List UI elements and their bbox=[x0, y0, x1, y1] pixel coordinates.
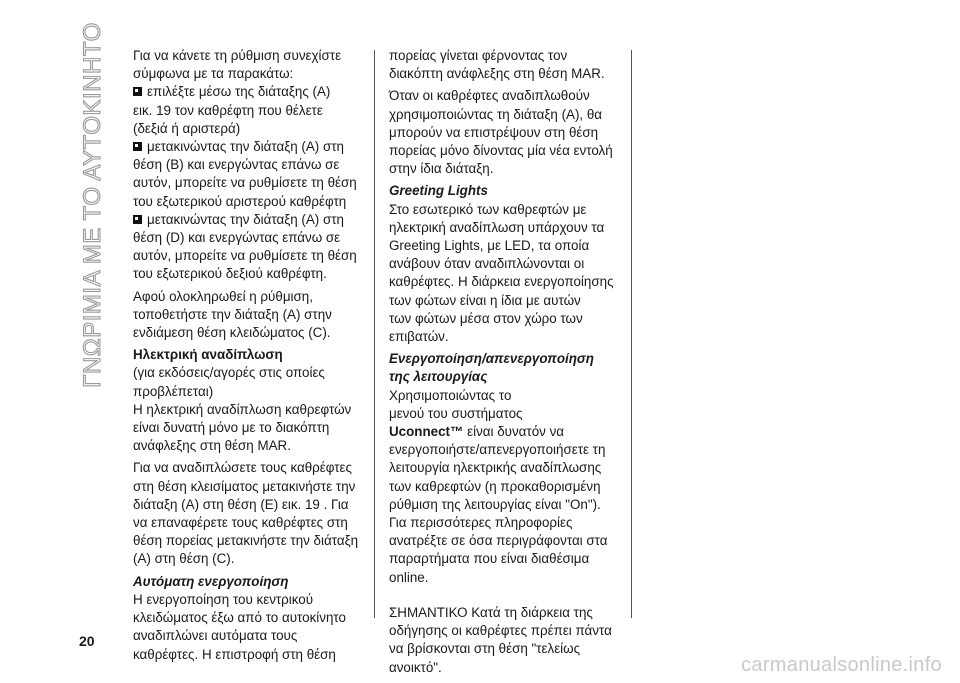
text-line: στην ίδια διάταξη. bbox=[389, 161, 494, 177]
text-line: είναι δυνατή μόνο με το διακόπτη bbox=[133, 420, 330, 436]
text-line: χρησιμοποιώντας τη διάταξη (A), θα bbox=[389, 106, 603, 122]
uconnect-brand: Uconnect™ bbox=[389, 424, 464, 440]
text-line: ανοικτό". bbox=[389, 659, 442, 675]
text-line: Η ενεργοποίηση του κεντρικού bbox=[133, 591, 314, 607]
text-line: ενδιάμεση θέση κλειδώματος (C). bbox=[133, 325, 331, 341]
heading-line: της λειτουργίας bbox=[389, 369, 488, 385]
bullet-item-3 bbox=[133, 211, 365, 284]
important-note bbox=[389, 604, 621, 677]
section-heading: Ηλεκτρική αναδίπλωση bbox=[133, 347, 283, 363]
text-line: διάταξη (A) στη θέση (E) εικ. 19 . Για bbox=[133, 496, 349, 512]
side-title-text: ΓΝΩΡΙΜΙΑ ΜΕ ΤΟ ΑΥΤΟΚΙΝΗΤΟ bbox=[79, 22, 106, 388]
text-line: θέση πορείας μετακινήστε την διάταξη bbox=[133, 533, 359, 549]
text-line: ρύθμιση της λειτουργίας είναι "On"). bbox=[389, 496, 601, 512]
greeting-lights-paragraph bbox=[389, 201, 621, 347]
text-line: διακόπτη ανάφλεξης στη θέση MAR. bbox=[389, 66, 605, 82]
section-side-title bbox=[63, 22, 123, 388]
text-line: μενού του συστήματος bbox=[389, 405, 523, 421]
text-line: Στο εσωτερικό των καθρεφτών με bbox=[389, 201, 587, 217]
text-line: των φώτων μέσα στον χώρο των bbox=[389, 310, 583, 326]
text-line: πορείας γίνεται φέρνοντας τον bbox=[389, 48, 568, 63]
text-line: των φώτων είναι η ίδια με αυτών bbox=[389, 292, 581, 308]
page-number: 20 bbox=[79, 633, 95, 649]
bullet-item-1 bbox=[133, 83, 365, 138]
text-line: αυτόν, μπορείτε να ρυθμίσετε τη θέση bbox=[133, 175, 357, 191]
text-line: οδήγησης οι καθρέφτες πρέπει πάντα bbox=[389, 623, 612, 639]
text-line: του εξωτερικού δεξιού καθρέφτη. bbox=[133, 266, 327, 282]
text-line: καθρέφτες. Η επιστροφή στη θέση bbox=[133, 646, 336, 662]
text-line: θέση (D) και ενεργώντας επάνω σε bbox=[133, 230, 341, 246]
text-line: Για να κάνετε τη ρύθμιση συνεχίστε bbox=[133, 48, 342, 63]
heading-line: Ενεργοποίηση/απενεργοποίηση bbox=[389, 351, 594, 367]
text-line: (δεξιά ή αριστερά) bbox=[133, 120, 241, 136]
right-column bbox=[389, 47, 621, 677]
text-line: αυτόν, μπορείτε να ρυθμίσετε τη θέση bbox=[133, 248, 357, 264]
text-line: κλειδώματος έξω από το αυτοκίνητο bbox=[133, 610, 346, 626]
text-line: Greeting Lights, με LED, τα οποία bbox=[389, 238, 590, 254]
folding-instructions-paragraph bbox=[133, 459, 365, 568]
text-line: να επαναφέρετε τους καθρέφτες στη bbox=[133, 515, 348, 531]
text-line: ανάβουν όταν αναδιπλώνονται οι bbox=[389, 256, 585, 272]
column-divider-right bbox=[631, 50, 632, 618]
text-line: Όταν οι καθρέφτες αναδιπλωθούν bbox=[389, 88, 590, 104]
text-line: μετακινώντας την διάταξη (A) στη bbox=[147, 139, 344, 155]
section-heading bbox=[389, 350, 621, 386]
uconnect-paragraph bbox=[389, 387, 621, 587]
intro-paragraph bbox=[133, 47, 365, 83]
column-divider-left bbox=[374, 50, 375, 618]
text-line: μπορούν να επιστρέψουν στη θέση bbox=[389, 124, 599, 140]
text-line: εικ. 19 τον καθρέφτη που θέλετε bbox=[133, 102, 323, 118]
text-line: πορείας μόνο δίνοντας μία νέα εντολή bbox=[389, 143, 613, 159]
text-line: θέση (B) και ενεργώντας επάνω σε bbox=[133, 157, 340, 173]
auto-activation-paragraph bbox=[133, 591, 365, 664]
section-heading: Αυτόματη ενεργοποίηση bbox=[133, 573, 289, 589]
text-line: ενεργοποιήστε/απενεργοποιήσετε τη bbox=[389, 442, 606, 458]
return-paragraph bbox=[389, 87, 621, 178]
text-line: του εξωτερικού αριστερού καθρέφτη bbox=[133, 193, 347, 209]
electric-folding-paragraph bbox=[133, 364, 365, 455]
text-line: Η ηλεκτρική αναδίπλωση καθρεφτών bbox=[133, 401, 352, 417]
section-heading: Greeting Lights bbox=[389, 183, 488, 199]
text-line: επιλέξτε μέσω της διάταξης (A) bbox=[147, 84, 331, 100]
text-line: σύμφωνα με τα παρακάτω: bbox=[133, 66, 294, 82]
text-line: των καθρεφτών (η προκαθορισμένη bbox=[389, 478, 601, 494]
bullet-item-2 bbox=[133, 138, 365, 211]
text-line: προβλέπεται) bbox=[133, 383, 214, 399]
square-bullet-icon bbox=[133, 142, 142, 151]
text-line: στη θέση κλεισίματος μετακινήστε την bbox=[133, 478, 356, 494]
text-line: Αφού ολοκληρωθεί η ρύθμιση, bbox=[133, 288, 313, 304]
text-line: αναδιπλώνει αυτόματα τους bbox=[133, 628, 298, 644]
site-watermark: carmanualsonline.info bbox=[741, 654, 942, 676]
text-line: να βρίσκονται στη θέση "τελείως bbox=[389, 641, 581, 657]
text-line: Για να αναδιπλώσετε τους καθρέφτες bbox=[133, 460, 352, 476]
text-line: Για περισσότερες πληροφορίες bbox=[389, 515, 573, 531]
text-line: μετακινώντας την διάταξη (A) στη bbox=[147, 211, 344, 227]
text-line: καθρέφτες. Η διάρκεια ενεργοποίησης bbox=[389, 274, 614, 290]
text-line: τοποθετήστε την διάταξη (A) στην bbox=[133, 306, 332, 322]
text-line: (για εκδόσεις/αγορές στις οποίες bbox=[133, 365, 325, 381]
text-line: (A) στη θέση (C). bbox=[133, 551, 235, 567]
text-line: ηλεκτρική αναδίπλωση υπάρχουν τα bbox=[389, 219, 605, 235]
continuation-paragraph bbox=[389, 47, 621, 83]
left-column bbox=[133, 47, 365, 664]
text-line: παραρτήματα που είναι διαθέσιμα bbox=[389, 551, 590, 567]
text-line: ανάφλεξης στη θέση MAR. bbox=[133, 438, 291, 454]
text-line: λειτουργία ηλεκτρικής αναδίπλωσης bbox=[389, 460, 602, 476]
text-line: Χρησιμοποιώντας το bbox=[389, 387, 512, 403]
text-line: online. bbox=[389, 569, 429, 585]
square-bullet-icon bbox=[133, 215, 142, 224]
square-bullet-icon bbox=[133, 87, 142, 96]
text-line: είναι δυνατόν να bbox=[463, 424, 565, 440]
text-line: ανατρέξτε σε όσα περιγράφονται στα bbox=[389, 533, 608, 549]
text-line: επιβατών. bbox=[389, 329, 449, 345]
text-line: ΣΗΜΑΝΤΙΚΟ Κατά τη διάρκεια της bbox=[389, 604, 593, 620]
after-adjustment-paragraph bbox=[133, 288, 365, 343]
